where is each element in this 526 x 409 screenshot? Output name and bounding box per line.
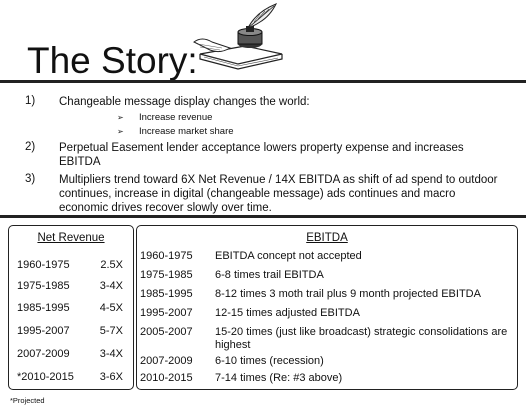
years-label: 1960-1975 [17,259,70,271]
years-label: 2010-2015 [140,372,193,384]
point-number: 2) [25,141,36,153]
ebitda-text: 15-20 times (just like broadcast) strategic consolidations are highest [215,326,508,351]
multiple-value: 3-4X [99,280,123,292]
multiple-value: 3-4X [99,348,123,360]
ebitda-text: 6-8 times trail EBITDA [215,269,324,281]
net-revenue-heading: Net Revenue [37,232,105,244]
point-text: Multipliers trend toward 6X Net Revenue / 14X EBITDA as shift of ad spend to outdoor continues, increase in digital (changeable message) ads continues and macro economic drives recover slowly over time. [59,174,498,214]
multiple-value: 4-5X [99,302,123,314]
years-label: 1995-2007 [17,325,70,337]
ebitda-text: 8-12 times 3 moth trail plus 9 month projected EBITDA [215,288,481,300]
sub-point-text: Increase revenue [139,112,213,123]
years-label: 1975-1985 [17,280,70,292]
ebitda-panel [136,225,518,390]
ebitda-text: EBITDA concept not accepted [215,250,362,262]
years-label: 1960-1975 [140,250,193,262]
point-text: Perpetual Easement lender acceptance lowers property expense and increases EBITDA [59,142,464,168]
section-divider [0,215,526,218]
title-divider [0,80,526,83]
ebitda-text: 12-15 times adjusted EBITDA [215,307,360,319]
page-title: The Story: [27,40,198,81]
point-number: 3) [25,173,36,185]
footnote: *Projected [10,396,45,405]
years-label: *2010-2015 [17,371,74,383]
multiple-value: 5-7X [99,325,123,337]
point-number: 1) [25,95,36,107]
quill-inkwell-illustration [190,2,290,72]
multiple-value: 2.5X [100,259,123,271]
multiple-value: 3-6X [99,371,123,383]
point-text: Changeable message display changes the world: [59,96,310,108]
ebitda-text: 6-10 times (recession) [215,355,324,367]
years-label: 1985-1995 [17,302,70,314]
sub-point-text: Increase market share [139,126,234,137]
arrow-bullet-icon: ➢ [117,113,124,122]
years-label: 1995-2007 [140,307,193,319]
years-label: 2005-2007 [140,326,193,338]
years-label: 2007-2009 [17,348,70,360]
ebitda-text: 7-14 times (Re: #3 above) [215,372,343,384]
years-label: 1975-1985 [140,269,193,281]
ebitda-heading: EBITDA [306,232,348,244]
sub-point-2 [117,126,234,137]
net-revenue-panel [8,225,134,390]
years-label: 1985-1995 [140,288,193,300]
sub-point-1 [117,112,212,123]
years-label: 2007-2009 [140,355,193,367]
arrow-bullet-icon: ➢ [117,127,124,136]
